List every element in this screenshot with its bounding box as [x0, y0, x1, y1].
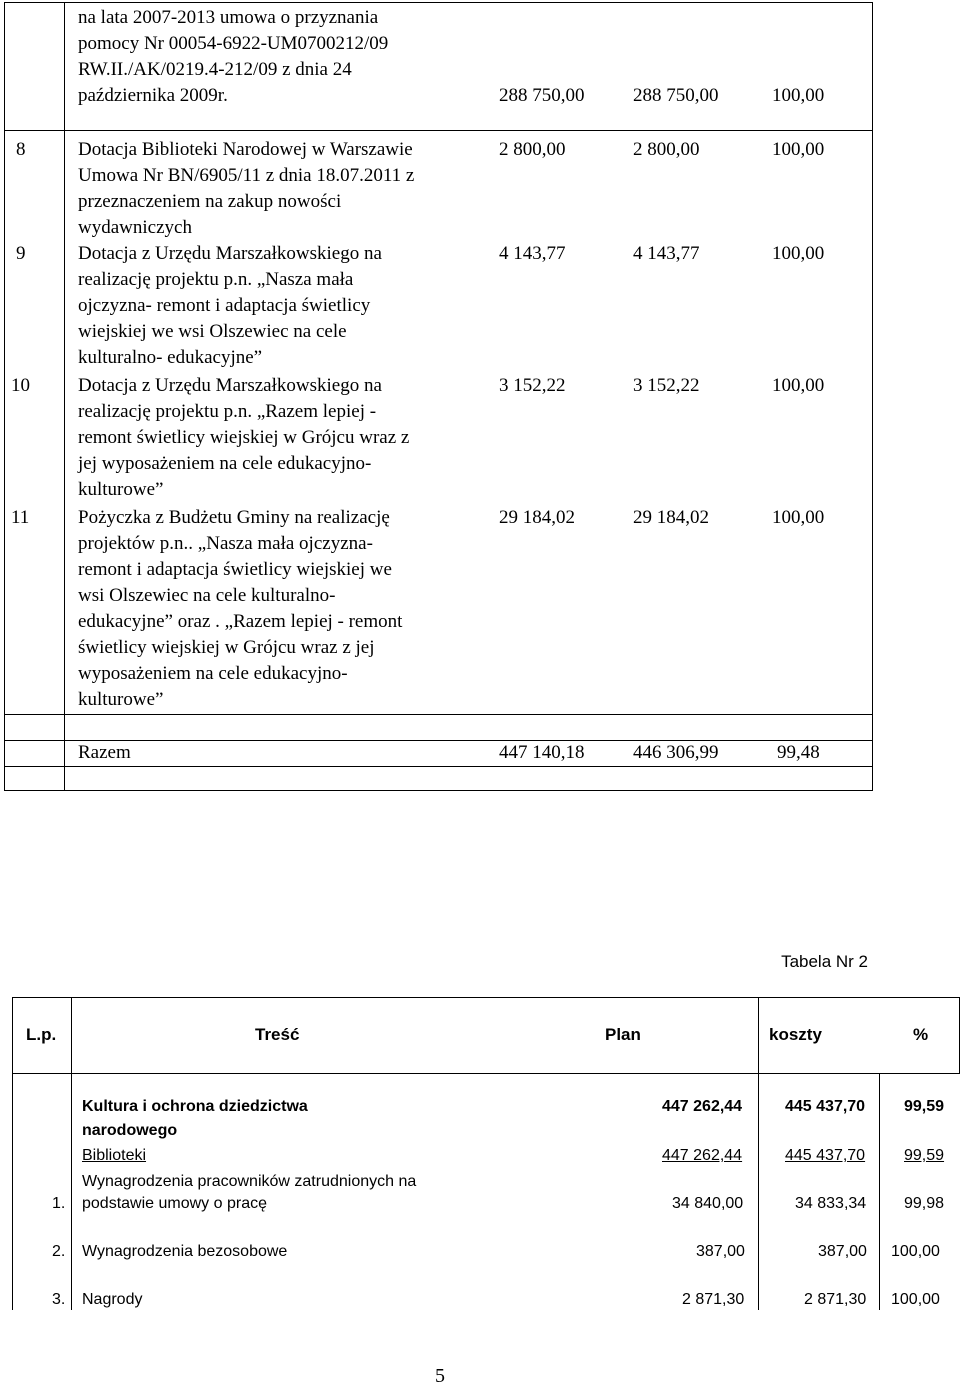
row-description: Dotacja Biblioteki Narodowej w Warszawie Umowa Nr BN/6905/11 z dnia 18.07.2011 z przeznaczeniem na zakup nowości wydawniczych — [78, 139, 415, 238]
row-plan: 34 840,00 — [672, 1195, 744, 1212]
row-koszty: 2 871,30 — [804, 1291, 867, 1308]
row-plan: 29 184,02 — [499, 507, 575, 528]
row-koszty: 29 184,02 — [633, 507, 709, 528]
row-plan: 2 871,30 — [682, 1291, 745, 1308]
page-number: 5 — [435, 1365, 445, 1387]
header-percent: % — [913, 1025, 929, 1044]
culture-budget-table — [12, 997, 960, 1310]
table-border — [12, 997, 13, 1073]
header-tresc: Treść — [255, 1025, 300, 1044]
row-percent: 100,00 — [772, 243, 825, 264]
row-divider — [5, 740, 872, 741]
row-title: Nagrody — [82, 1291, 143, 1308]
section-percent: 99,59 — [904, 1098, 945, 1115]
total-percent: 99,48 — [777, 742, 820, 763]
row-title-cont: podstawie umowy o pracę — [82, 1195, 267, 1212]
subsection-koszty: 445 437,70 — [785, 1147, 866, 1164]
table-border — [12, 1073, 960, 1074]
column-divider — [64, 3, 65, 790]
row-percent: 99,98 — [904, 1195, 945, 1212]
row-percent: 100,00 — [772, 85, 825, 106]
subsection-plan: 447 262,44 — [662, 1147, 743, 1164]
total-label: Razem — [78, 742, 131, 763]
table-border — [12, 1073, 13, 1310]
column-divider — [758, 997, 759, 1073]
total-koszty: 446 306,99 — [633, 742, 719, 763]
header-plan: Plan — [605, 1025, 641, 1044]
row-lp: 10 — [11, 375, 30, 396]
section-plan: 447 262,44 — [662, 1098, 743, 1115]
row-title: Wynagrodzenia bezosobowe — [82, 1243, 288, 1260]
header-lp: L.p. — [26, 1025, 57, 1044]
section-koszty: 445 437,70 — [785, 1098, 866, 1115]
row-lp: 2. — [52, 1243, 66, 1260]
row-plan: 387,00 — [696, 1243, 745, 1260]
row-plan: 4 143,77 — [499, 243, 566, 264]
row-koszty: 4 143,77 — [633, 243, 700, 264]
row-description: Pożyczka z Budżetu Gminy na realizację projektów p.n.. „Nasza mała ojczyzna- remont i adaptacja świetlicy wiejskiej we wsi Olszewiec na cele kulturalno- edukacyjne” oraz . „Razem lepiej - remont świetlicy wiejskiej w Grójcu wraz z jej wyposażeniem na cele edukacyjno- kulturowe” — [78, 507, 403, 710]
table-border — [12, 997, 960, 998]
row-koszty: 288 750,00 — [633, 85, 719, 106]
column-divider — [71, 997, 72, 1310]
row-percent: 100,00 — [891, 1291, 940, 1308]
row-description: Dotacja z Urzędu Marszałkowskiego na realizację projektu p.n. „Razem lepiej - remont świetlicy wiejskiej w Grójcu wraz z jej wyposażeniem na cele edukacyjno- kulturowe” — [78, 375, 410, 500]
row-koszty: 2 800,00 — [633, 139, 700, 160]
section-title: Kultura i ochrona dziedzictwa — [82, 1098, 308, 1115]
row-percent: 100,00 — [772, 139, 825, 160]
row-koszty: 34 833,34 — [795, 1195, 867, 1212]
row-lp: 11 — [11, 507, 30, 528]
row-lp: 9 — [16, 243, 26, 264]
row-description: na lata 2007-2013 umowa o przyznania pomocy Nr 00054-6922-UM0700212/09 RW.II./AK/0219.4-212/09 z dnia 24 października 2009r. — [78, 7, 389, 106]
table-caption: Tabela Nr 2 — [781, 952, 868, 971]
row-percent: 100,00 — [772, 375, 825, 396]
budget-table-continued — [4, 2, 873, 791]
subsection-percent: 99,59 — [904, 1147, 945, 1164]
row-koszty: 3 152,22 — [633, 375, 700, 396]
row-divider — [5, 766, 872, 767]
row-divider — [5, 130, 872, 131]
row-title: Wynagrodzenia pracowników zatrudnionych na — [82, 1173, 417, 1190]
column-divider — [879, 1073, 880, 1310]
header-koszty: koszty — [769, 1025, 822, 1044]
column-divider — [758, 1073, 759, 1310]
row-percent: 100,00 — [772, 507, 825, 528]
section-title-cont: narodowego — [82, 1122, 178, 1139]
row-plan: 288 750,00 — [499, 85, 585, 106]
row-lp: 8 — [16, 139, 26, 160]
row-percent: 100,00 — [891, 1243, 940, 1260]
row-lp: 1. — [52, 1195, 66, 1212]
subsection-title: Biblioteki — [82, 1147, 147, 1164]
row-plan: 3 152,22 — [499, 375, 566, 396]
row-description: Dotacja z Urzędu Marszałkowskiego na realizację projektu p.n. „Nasza mała ojczyzna- remont i adaptacja świetlicy wiejskiej we wsi Olszewiec na cele kulturalno- edukacyjne” — [78, 243, 382, 368]
total-plan: 447 140,18 — [499, 742, 585, 763]
row-lp: 3. — [52, 1291, 66, 1308]
row-plan: 2 800,00 — [499, 139, 566, 160]
row-divider — [5, 714, 872, 715]
row-koszty: 387,00 — [818, 1243, 867, 1260]
